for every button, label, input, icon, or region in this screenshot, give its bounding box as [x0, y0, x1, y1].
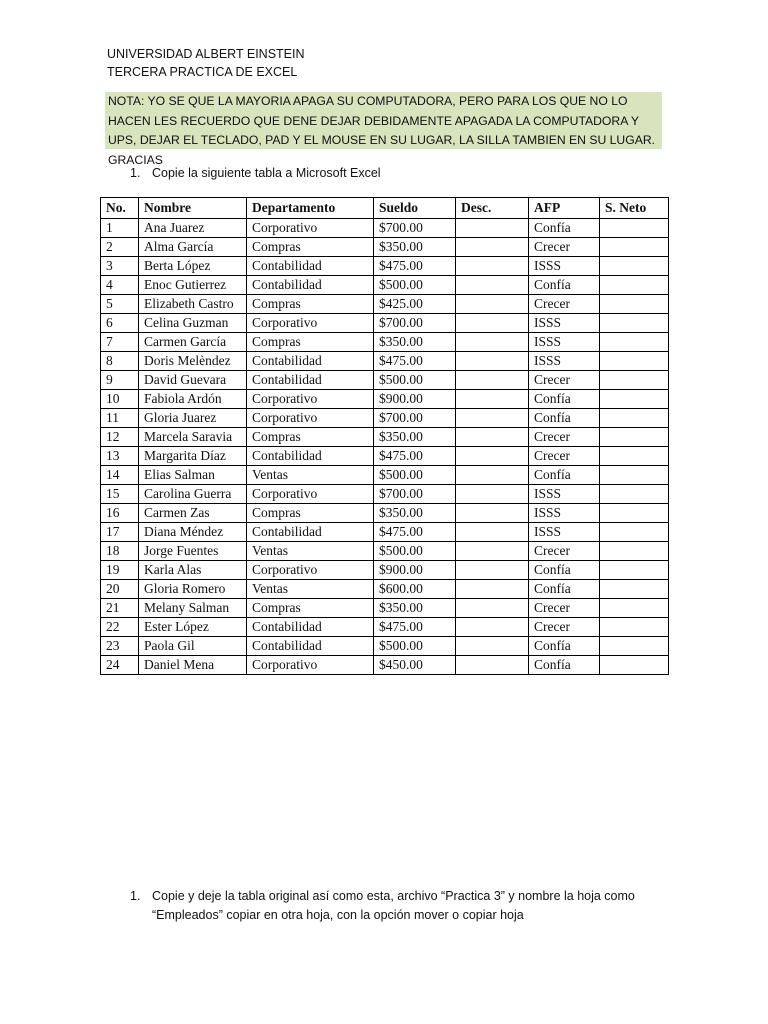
- table-row: [101, 523, 669, 542]
- cell-departamento: Contabilidad: [247, 257, 374, 276]
- cell-sueldo: $350.00: [374, 504, 456, 523]
- table-row: [101, 276, 669, 295]
- cell-afp: ISSS: [529, 333, 600, 352]
- table-row: [101, 238, 669, 257]
- cell-afp: Confía: [529, 466, 600, 485]
- cell-no: 5: [101, 295, 139, 314]
- table-row: [101, 333, 669, 352]
- cell-desc: [456, 523, 529, 542]
- cell-desc: [456, 561, 529, 580]
- cell-sueldo: $500.00: [374, 637, 456, 656]
- cell-nombre: Carmen Zas: [139, 504, 247, 523]
- university-name: UNIVERSIDAD ALBERT EINSTEIN: [107, 47, 305, 61]
- cell-sueldo: $425.00: [374, 295, 456, 314]
- table-row: [101, 428, 669, 447]
- cell-departamento: Ventas: [247, 580, 374, 599]
- table-row: [101, 219, 669, 238]
- cell-afp: Crecer: [529, 447, 600, 466]
- cell-departamento: Contabilidad: [247, 371, 374, 390]
- cell-desc: [456, 599, 529, 618]
- cell-afp: ISSS: [529, 485, 600, 504]
- cell-afp: Crecer: [529, 618, 600, 637]
- header-sueldo: Sueldo: [374, 198, 456, 219]
- cell-sueldo: $350.00: [374, 428, 456, 447]
- cell-desc: [456, 580, 529, 599]
- cell-s-neto: [600, 523, 669, 542]
- cell-nombre: Fabiola Ardón: [139, 390, 247, 409]
- cell-desc: [456, 333, 529, 352]
- cell-no: 23: [101, 637, 139, 656]
- cell-s-neto: [600, 390, 669, 409]
- instruction-number: 1.: [130, 166, 141, 180]
- table-row: [101, 295, 669, 314]
- cell-sueldo: $900.00: [374, 390, 456, 409]
- table-header-row: [101, 198, 669, 219]
- cell-nombre: Karla Alas: [139, 561, 247, 580]
- cell-s-neto: [600, 428, 669, 447]
- cell-s-neto: [600, 466, 669, 485]
- cell-desc: [456, 542, 529, 561]
- cell-desc: [456, 637, 529, 656]
- cell-sueldo: $350.00: [374, 238, 456, 257]
- cell-afp: Crecer: [529, 428, 600, 447]
- cell-afp: ISSS: [529, 257, 600, 276]
- header-no: No.: [101, 198, 139, 219]
- table-row: [101, 637, 669, 656]
- cell-sueldo: $500.00: [374, 276, 456, 295]
- cell-departamento: Corporativo: [247, 656, 374, 675]
- cell-afp: Confía: [529, 561, 600, 580]
- cell-s-neto: [600, 580, 669, 599]
- cell-s-neto: [600, 238, 669, 257]
- cell-s-neto: [600, 219, 669, 238]
- cell-afp: Crecer: [529, 542, 600, 561]
- cell-nombre: Ester López: [139, 618, 247, 637]
- cell-afp: ISSS: [529, 314, 600, 333]
- cell-desc: [456, 352, 529, 371]
- cell-no: 1: [101, 219, 139, 238]
- cell-no: 12: [101, 428, 139, 447]
- cell-s-neto: [600, 637, 669, 656]
- instruction-text-line1: Copie y deje la tabla original así como esta, archivo “Practica 3” y nombre la hoja como: [152, 889, 635, 903]
- cell-afp: ISSS: [529, 523, 600, 542]
- cell-sueldo: $700.00: [374, 485, 456, 504]
- cell-desc: [456, 409, 529, 428]
- cell-nombre: Alma García: [139, 238, 247, 257]
- cell-sueldo: $450.00: [374, 656, 456, 675]
- cell-sueldo: $700.00: [374, 314, 456, 333]
- cell-sueldo: $350.00: [374, 599, 456, 618]
- cell-afp: Confía: [529, 656, 600, 675]
- cell-s-neto: [600, 485, 669, 504]
- instruction-number: 1.: [130, 889, 141, 903]
- cell-departamento: Corporativo: [247, 314, 374, 333]
- cell-no: 3: [101, 257, 139, 276]
- cell-no: 21: [101, 599, 139, 618]
- cell-nombre: Elizabeth Castro: [139, 295, 247, 314]
- table-row: [101, 257, 669, 276]
- cell-no: 15: [101, 485, 139, 504]
- cell-s-neto: [600, 276, 669, 295]
- cell-nombre: Doris Melèndez: [139, 352, 247, 371]
- cell-afp: Confía: [529, 390, 600, 409]
- cell-departamento: Contabilidad: [247, 618, 374, 637]
- cell-afp: Crecer: [529, 371, 600, 390]
- cell-departamento: Ventas: [247, 466, 374, 485]
- table-body: [101, 219, 669, 675]
- cell-sueldo: $700.00: [374, 219, 456, 238]
- cell-nombre: Margarita Díaz: [139, 447, 247, 466]
- cell-departamento: Compras: [247, 504, 374, 523]
- cell-departamento: Corporativo: [247, 409, 374, 428]
- cell-departamento: Contabilidad: [247, 447, 374, 466]
- cell-s-neto: [600, 295, 669, 314]
- cell-afp: Crecer: [529, 238, 600, 257]
- cell-desc: [456, 618, 529, 637]
- cell-departamento: Compras: [247, 295, 374, 314]
- cell-departamento: Corporativo: [247, 561, 374, 580]
- cell-departamento: Compras: [247, 238, 374, 257]
- cell-nombre: Carolina Guerra: [139, 485, 247, 504]
- cell-departamento: Contabilidad: [247, 523, 374, 542]
- cell-nombre: Paola Gil: [139, 637, 247, 656]
- note-box: NOTA: YO SE QUE LA MAYORIA APAGA SU COMPUTADORA, PERO PARA LOS QUE NO LO HACEN LES RECUERDO QUE DENE DEJAR DEBIDAMENTE APAGADA LA COMPUTADORA Y UPS, DEJAR EL TECLADO, PAD Y EL MOUSE EN SU LUGAR, LA SILLA TAMBIEN EN SU LUGAR. GRACIAS: [105, 92, 662, 149]
- cell-afp: ISSS: [529, 504, 600, 523]
- cell-no: 18: [101, 542, 139, 561]
- cell-no: 16: [101, 504, 139, 523]
- table-row: [101, 599, 669, 618]
- cell-nombre: Marcela Saravia: [139, 428, 247, 447]
- cell-departamento: Corporativo: [247, 485, 374, 504]
- table-row: [101, 409, 669, 428]
- table-row: [101, 466, 669, 485]
- cell-no: 13: [101, 447, 139, 466]
- cell-sueldo: $475.00: [374, 447, 456, 466]
- cell-nombre: Gloria Romero: [139, 580, 247, 599]
- cell-desc: [456, 276, 529, 295]
- table-row: [101, 371, 669, 390]
- table-row: [101, 656, 669, 675]
- cell-departamento: Corporativo: [247, 219, 374, 238]
- cell-nombre: Berta López: [139, 257, 247, 276]
- cell-no: 9: [101, 371, 139, 390]
- cell-no: 22: [101, 618, 139, 637]
- cell-no: 7: [101, 333, 139, 352]
- document-header: [107, 45, 305, 81]
- cell-afp: Confía: [529, 409, 600, 428]
- cell-nombre: Jorge Fuentes: [139, 542, 247, 561]
- cell-nombre: Celina Guzman: [139, 314, 247, 333]
- cell-afp: ISSS: [529, 352, 600, 371]
- cell-s-neto: [600, 371, 669, 390]
- cell-no: 2: [101, 238, 139, 257]
- cell-s-neto: [600, 409, 669, 428]
- cell-no: 17: [101, 523, 139, 542]
- cell-afp: Confía: [529, 276, 600, 295]
- cell-nombre: Gloria Juarez: [139, 409, 247, 428]
- cell-nombre: Daniel Mena: [139, 656, 247, 675]
- cell-desc: [456, 485, 529, 504]
- table-row: [101, 580, 669, 599]
- cell-no: 24: [101, 656, 139, 675]
- cell-s-neto: [600, 257, 669, 276]
- table-row: [101, 447, 669, 466]
- cell-desc: [456, 466, 529, 485]
- cell-nombre: Melany Salman: [139, 599, 247, 618]
- cell-sueldo: $475.00: [374, 257, 456, 276]
- cell-sueldo: $500.00: [374, 466, 456, 485]
- cell-s-neto: [600, 314, 669, 333]
- cell-desc: [456, 656, 529, 675]
- table-row: [101, 485, 669, 504]
- cell-desc: [456, 390, 529, 409]
- cell-sueldo: $475.00: [374, 618, 456, 637]
- cell-sueldo: $600.00: [374, 580, 456, 599]
- instruction-text: Copie la siguiente tabla a Microsoft Excel: [152, 166, 381, 180]
- cell-no: 19: [101, 561, 139, 580]
- employees-table: [100, 197, 669, 675]
- practice-title: TERCERA PRACTICA DE EXCEL: [107, 65, 298, 79]
- cell-desc: [456, 504, 529, 523]
- cell-nombre: Elias Salman: [139, 466, 247, 485]
- cell-sueldo: $350.00: [374, 333, 456, 352]
- cell-no: 20: [101, 580, 139, 599]
- cell-s-neto: [600, 447, 669, 466]
- cell-sueldo: $500.00: [374, 542, 456, 561]
- cell-s-neto: [600, 656, 669, 675]
- cell-nombre: David Guevara: [139, 371, 247, 390]
- cell-no: 11: [101, 409, 139, 428]
- cell-desc: [456, 447, 529, 466]
- table-row: [101, 542, 669, 561]
- cell-afp: Confía: [529, 580, 600, 599]
- cell-s-neto: [600, 599, 669, 618]
- cell-afp: Confía: [529, 637, 600, 656]
- header-departamento: Departamento: [247, 198, 374, 219]
- cell-s-neto: [600, 561, 669, 580]
- cell-desc: [456, 428, 529, 447]
- instruction-text-line2: “Empleados” copiar en otra hoja, con la opción mover o copiar hoja: [152, 908, 524, 922]
- cell-no: 4: [101, 276, 139, 295]
- cell-s-neto: [600, 333, 669, 352]
- cell-sueldo: $700.00: [374, 409, 456, 428]
- cell-sueldo: $500.00: [374, 371, 456, 390]
- cell-no: 8: [101, 352, 139, 371]
- cell-afp: Confía: [529, 219, 600, 238]
- cell-departamento: Compras: [247, 333, 374, 352]
- table-row: [101, 390, 669, 409]
- table-row: [101, 504, 669, 523]
- header-desc: Desc.: [456, 198, 529, 219]
- cell-departamento: Corporativo: [247, 390, 374, 409]
- cell-desc: [456, 314, 529, 333]
- cell-no: 6: [101, 314, 139, 333]
- table-row: [101, 314, 669, 333]
- cell-desc: [456, 371, 529, 390]
- cell-departamento: Contabilidad: [247, 637, 374, 656]
- cell-afp: Crecer: [529, 599, 600, 618]
- cell-s-neto: [600, 618, 669, 637]
- cell-departamento: Contabilidad: [247, 276, 374, 295]
- cell-desc: [456, 219, 529, 238]
- cell-s-neto: [600, 542, 669, 561]
- cell-desc: [456, 257, 529, 276]
- header-s-neto: S. Neto: [600, 198, 669, 219]
- table-row: [101, 561, 669, 580]
- cell-nombre: Ana Juarez: [139, 219, 247, 238]
- cell-sueldo: $475.00: [374, 523, 456, 542]
- cell-sueldo: $900.00: [374, 561, 456, 580]
- cell-sueldo: $475.00: [374, 352, 456, 371]
- cell-no: 10: [101, 390, 139, 409]
- cell-nombre: Diana Méndez: [139, 523, 247, 542]
- cell-s-neto: [600, 352, 669, 371]
- cell-departamento: Compras: [247, 599, 374, 618]
- cell-desc: [456, 295, 529, 314]
- cell-nombre: Carmen García: [139, 333, 247, 352]
- cell-afp: Crecer: [529, 295, 600, 314]
- header-afp: AFP: [529, 198, 600, 219]
- cell-departamento: Compras: [247, 428, 374, 447]
- cell-departamento: Contabilidad: [247, 352, 374, 371]
- cell-departamento: Ventas: [247, 542, 374, 561]
- header-nombre: Nombre: [139, 198, 247, 219]
- table-row: [101, 618, 669, 637]
- cell-desc: [456, 238, 529, 257]
- cell-no: 14: [101, 466, 139, 485]
- table-row: [101, 352, 669, 371]
- cell-nombre: Enoc Gutierrez: [139, 276, 247, 295]
- cell-s-neto: [600, 504, 669, 523]
